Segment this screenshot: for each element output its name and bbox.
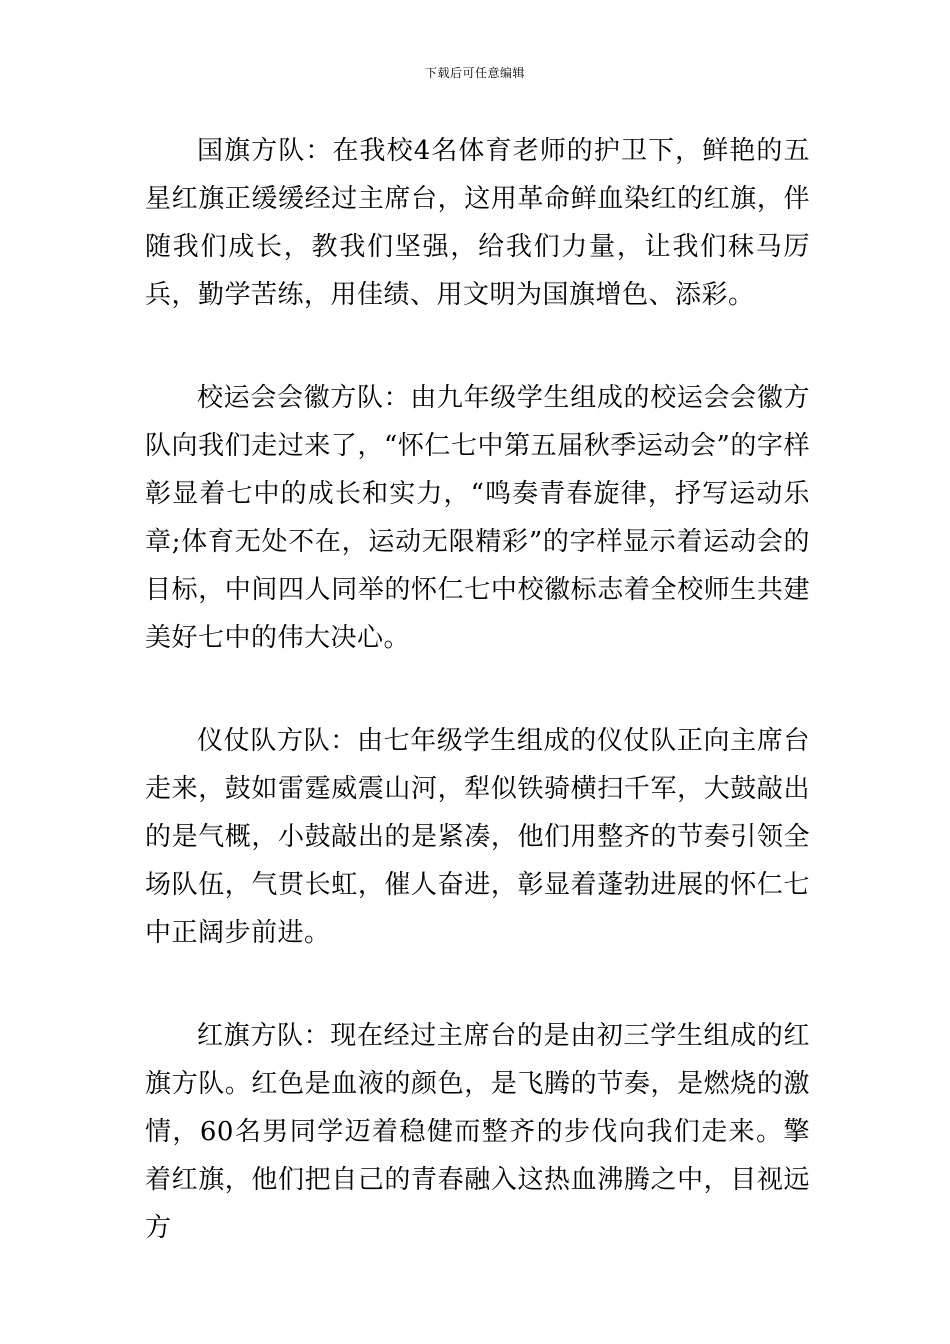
header-note: 下载后可任意编辑: [424, 66, 525, 80]
paragraph-emblem-team: 校运会会徽方队：由九年级学生组成的校运会会徽方队向我们走过来了，“怀仁七中第五届秋季运动会”的字样彰显着七中的成长和实力，“鸣奏青春旋律，抒写运动乐章;体育无处不在，运动无限精彩”的字样显示着运动会的目标，中间四人同举的怀仁七中校徽标志着全校师生共建美好七中的伟大决心。: [145, 383, 810, 653]
paragraph-flag-team: 国旗方队：在我校4名体育老师的护卫下，鲜艳的五星红旗正缓缓经过主席台，这用革命鲜血染红的红旗，伴随我们成长，教我们坚强，给我们力量，让我们秣马厉兵，勤学苦练，用佳绩、用文明为国旗增色、添彩。: [145, 136, 810, 310]
paragraph-honor-guard-team: 仪仗队方队：由七年级学生组成的仪仗队正向主席台走来，鼓如雷霆威震山河，犁似铁骑横扫千军，大鼓敲出的是气概，小鼓敲出的是紧凑，他们用整齐的节奏引领全场队伍，气贯长虹，催人奋进，彰显着蓬勃进展的怀仁七中正阔步前进。: [145, 726, 810, 948]
document-body: [145, 127, 810, 1307]
paragraph-red-flag-team: 红旗方队：现在经过主席台的是由初三学生组成的红旗方队。红色是血液的颜色，是飞腾的节奏，是燃烧的激情，60名男同学迈着稳健而整齐的步伐向我们走来。擎着红旗，他们把自己的青春融入这热血沸腾之中，目视远方: [145, 1021, 810, 1243]
